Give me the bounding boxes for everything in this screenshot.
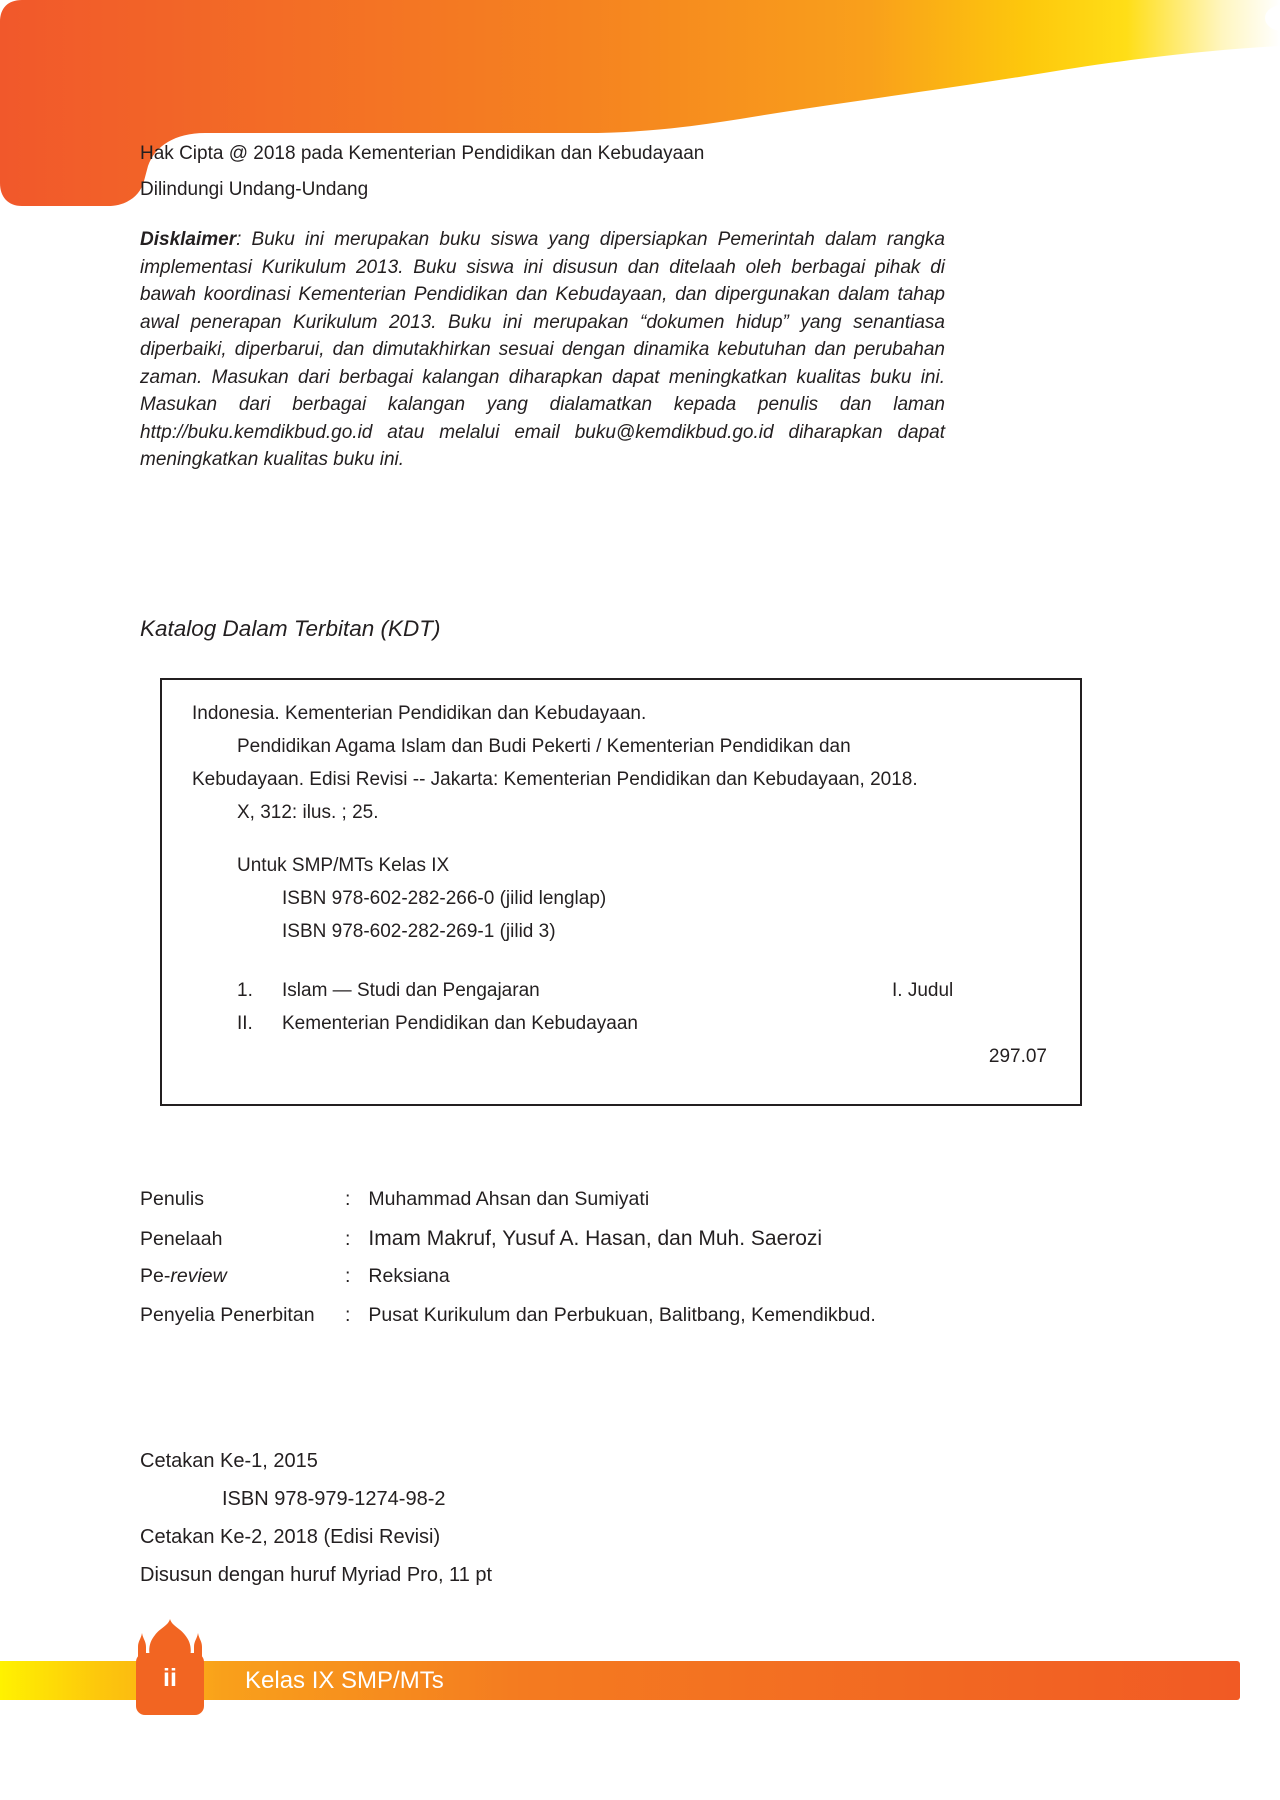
printing-info-block bbox=[140, 1442, 492, 1594]
credit-colon: : bbox=[345, 1265, 351, 1287]
kdt-entry-line-1: Indonesia. Kementerian Pendidikan dan Kebudayaan. bbox=[192, 703, 647, 724]
kdt-isbn-line-2: ISBN 978-602-282-269-1 (jilid 3) bbox=[282, 921, 556, 942]
copyright-block bbox=[140, 136, 704, 208]
credit-label: Pe-review bbox=[140, 1265, 227, 1287]
kdt-isbn-line-1: ISBN 978-602-282-266-0 (jilid lenglap) bbox=[282, 888, 607, 909]
kdt-subject-item-1 bbox=[237, 974, 1080, 1007]
copyright-line-2: Dilindungi Undang-Undang bbox=[140, 179, 369, 200]
credit-label: Penyelia Penerbitan bbox=[140, 1303, 315, 1326]
copyright-line-1: Hak Cipta @ 2018 pada Kementerian Pendidikan dan Kebudayaan bbox=[140, 143, 705, 164]
disclaimer-text: : Buku ini merupakan buku siswa yang dipersiapkan Pemerintah dalam rangka implementasi Kurikulum 2013. Buku siswa ini disusun dan ditelaah oleh berbagai pihak di bawah koordinasi Kementerian Pendidikan dan Kebudayaan, dan dipergunakan dalam tahap awal penerapan Kurikulum 2013. Buku ini merupakan “dokumen hidup” yang senantiasa diperbaiki, diperbarui, dan dimutakhirkan sesuai dengan dinamika kebutuhan dan perubahan zaman. Masukan dari berbagai kalangan diharapkan dapat meningkatkan kualitas buku ini. Masukan dari berbagai kalangan yang dialamatkan kepada penulis dan laman http://buku.kemdikbud.go.id atau melalui email buku@kemdikbud.go.id diharapkan dapat meningkatkan kualitas buku ini. bbox=[140, 229, 945, 470]
kdt-heading: Katalog Dalam Terbitan (KDT) bbox=[140, 616, 441, 641]
kdt-item-text: Islam — Studi dan Pengajaran bbox=[282, 980, 540, 1001]
kdt-subject-item-2 bbox=[237, 1007, 1080, 1040]
kdt-entry-line-2: Pendidikan Agama Islam dan Budi Pekerti / Kementerian Pendidikan dan bbox=[237, 736, 851, 757]
printing-line-1: Cetakan Ke-1, 2015 bbox=[140, 1450, 318, 1472]
credit-label: Penulis bbox=[140, 1188, 204, 1210]
footer-title: Kelas IX SMP/MTs bbox=[245, 1667, 444, 1694]
kdt-entry-line-3: Kebudayaan. Edisi Revisi -- Jakarta: Kementerian Pendidikan dan Kebudayaan, 2018. bbox=[192, 769, 918, 790]
kdt-ddc-number: 297.07 bbox=[988, 1046, 1047, 1067]
credit-colon: : bbox=[345, 1303, 351, 1326]
disclaimer-paragraph bbox=[140, 226, 945, 474]
printing-line-4: Disusun dengan huruf Myriad Pro, 11 pt bbox=[140, 1564, 493, 1586]
kdt-item-number: 1. bbox=[237, 980, 253, 1001]
kdt-item-text: Kementerian Pendidikan dan Kebudayaan bbox=[282, 1013, 638, 1034]
kdt-catalog-box bbox=[160, 678, 1082, 1106]
disclaimer-label: Disklaimer bbox=[140, 229, 237, 250]
credit-row-penelaah bbox=[140, 1227, 876, 1266]
credit-row-penyelia bbox=[140, 1304, 876, 1343]
credit-label: Penelaah bbox=[140, 1227, 223, 1250]
credit-colon: : bbox=[345, 1188, 351, 1210]
printing-line-3: Cetakan Ke-2, 2018 (Edisi Revisi) bbox=[140, 1526, 441, 1548]
credit-value: Pusat Kurikulum dan Perbukuan, Balitbang, Kemendikbud. bbox=[368, 1303, 876, 1326]
credit-value: Muhammad Ahsan dan Sumiyati bbox=[368, 1188, 650, 1210]
credit-colon: : bbox=[345, 1227, 351, 1250]
credit-value: Imam Makruf, Yusuf A. Hasan, dan Muh. Saerozi bbox=[368, 1226, 823, 1250]
page-number: ii bbox=[163, 1664, 177, 1692]
kdt-entry-line-4: X, 312: ilus. ; 25. bbox=[237, 802, 379, 823]
kdt-item-number: II. bbox=[237, 1013, 253, 1034]
credit-row-penulis bbox=[140, 1188, 876, 1227]
printing-line-2: ISBN 978-979-1274-98-2 bbox=[222, 1488, 446, 1510]
kdt-item-right-label: I. Judul bbox=[892, 980, 954, 1001]
kdt-audience-line: Untuk SMP/MTs Kelas IX bbox=[237, 855, 450, 876]
credit-value: Reksiana bbox=[368, 1265, 450, 1287]
credits-block bbox=[140, 1188, 876, 1342]
credit-row-pereview bbox=[140, 1265, 876, 1304]
